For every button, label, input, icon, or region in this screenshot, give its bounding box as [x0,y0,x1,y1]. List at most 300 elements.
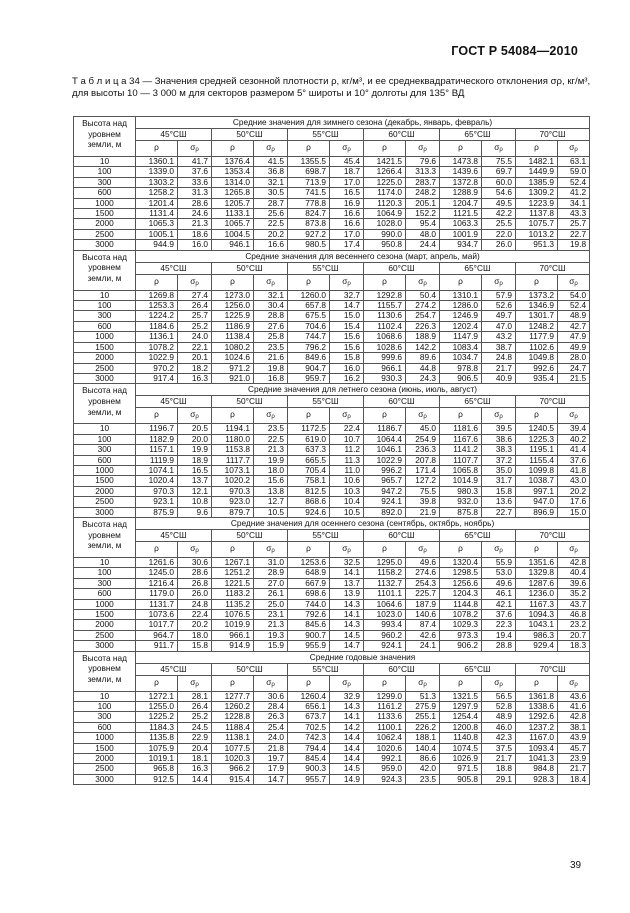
sigma-symbol [330,141,364,157]
table-row [74,157,590,167]
sigma-cell: 38.7 [482,342,516,352]
latitude-header: 50°СШ [212,262,288,274]
sigma-cell: 21.3 [178,219,212,229]
sigma-cell: 11.0 [330,465,364,475]
height-cell: 1500 [74,209,136,219]
table-row [74,507,590,517]
rho-cell: 1133.1 [212,209,254,219]
sigma-letter: σ [266,676,272,687]
height-cell: 600 [74,321,136,331]
table-row [74,301,590,311]
density-table [73,116,590,785]
sigma-cell: 187.9 [406,599,440,609]
rho-symbol: ρ [212,675,254,691]
table-row [74,722,590,732]
sigma-cell: 28.8 [482,641,516,651]
rho-cell: 1064.4 [364,434,406,444]
rho-cell: 812.5 [288,486,330,496]
sigma-cell: 55.9 [482,557,516,567]
sigma-symbol [254,541,288,557]
table-row [74,455,590,465]
sigma-letter: σ [418,409,424,420]
sigma-cell: 42.7 [558,321,590,331]
sigma-cell: 45.4 [330,157,364,167]
sigma-cell: 47.0 [482,321,516,331]
rho-cell: 1225.3 [516,434,558,444]
rho-cell: 1201.4 [136,198,178,208]
sigma-cell: 17.6 [558,497,590,507]
sigma-letter: σ [494,409,500,420]
sigma-cell: 35.2 [558,589,590,599]
sigma-cell: 19.9 [254,455,288,465]
rho-cell: 978.8 [440,363,482,373]
rho-cell: 1004.5 [212,229,254,239]
rho-cell: 1256.6 [440,578,482,588]
latitude-header: 50°СШ [212,129,288,141]
rho-cell: 1225.0 [364,177,406,187]
sigma-subscript: ρ [499,681,503,688]
latitude-header: 45°СШ [136,529,212,541]
rho-cell: 1223.9 [516,198,558,208]
sigma-cell: 236.3 [406,445,440,455]
rho-cell: 1251.2 [212,568,254,578]
rho-symbol: ρ [440,274,482,290]
sigma-subscript: ρ [574,681,578,688]
sigma-cell: 18.2 [178,363,212,373]
sigma-cell: 27.4 [178,290,212,300]
table-row [74,219,590,229]
rho-symbol: ρ [212,141,254,157]
sigma-cell: 20.4 [178,743,212,753]
sigma-cell: 26.4 [178,301,212,311]
rho-cell: 935.4 [516,373,558,383]
rho-cell: 1236.0 [516,589,558,599]
rho-cell: 1020.4 [136,476,178,486]
table-row [74,342,590,352]
rho-cell: 1062.4 [364,733,406,743]
sigma-cell: 14.4 [330,733,364,743]
sigma-cell: 22.0 [482,229,516,239]
rho-cell: 1065.7 [212,219,254,229]
sigma-cell: 38.6 [482,434,516,444]
rho-cell: 1138.4 [212,332,254,342]
sigma-symbol [558,408,590,424]
rho-cell: 1269.8 [136,290,178,300]
sigma-subscript: ρ [499,280,503,287]
rho-cell: 928.3 [516,774,558,784]
rho-cell: 792.6 [288,610,330,620]
season-header-row [74,651,590,663]
sigma-letter: σ [494,676,500,687]
height-cell: 1500 [74,476,136,486]
sigma-cell: 23.5 [254,424,288,434]
sigma-cell: 20.2 [558,486,590,496]
height-cell: 300 [74,177,136,187]
sigma-cell: 9.6 [178,507,212,517]
height-cell: 10 [74,157,136,167]
sigma-letter: σ [342,676,348,687]
rho-cell: 1186.9 [212,321,254,331]
sigma-subscript: ρ [347,681,351,688]
sigma-symbol [482,274,516,290]
rho-cell: 667.9 [288,578,330,588]
height-cell: 2500 [74,630,136,640]
rho-symbol: ρ [440,141,482,157]
sigma-cell: 12.7 [254,497,288,507]
sigma-symbol [406,141,440,157]
sigma-cell: 11.3 [330,455,364,465]
sigma-cell: 23.2 [558,620,590,630]
sigma-subscript: ρ [195,681,199,688]
sigma-cell: 38.3 [482,445,516,455]
sigma-symbol [330,274,364,290]
sigma-cell: 28.1 [178,691,212,701]
rho-cell: 1180.0 [212,434,254,444]
sigma-cell: 10.5 [254,507,288,517]
season-title: Средние значения для осеннего сезона (сентябрь, октябрь, ноябрь) [136,517,590,529]
sigma-symbol [178,675,212,691]
rho-cell: 1299.0 [364,691,406,701]
rho-cell: 1172.5 [288,424,330,434]
rho-cell: 704.6 [288,321,330,331]
sigma-cell: 12.1 [178,486,212,496]
rho-cell: 675.5 [288,311,330,321]
sigma-cell: 207.8 [406,455,440,465]
latitude-header: 50°СШ [212,529,288,541]
sigma-cell: 19.7 [254,754,288,764]
table-row [74,373,590,383]
rho-cell: 1273.0 [212,290,254,300]
sigma-cell: 49.9 [558,342,590,352]
rho-cell: 970.3 [212,486,254,496]
sigma-letter: σ [494,275,500,286]
rho-cell: 964.7 [136,630,178,640]
sigma-cell: 25.7 [178,311,212,321]
sigma-cell: 205.1 [406,198,440,208]
sigma-subscript: ρ [574,147,578,153]
sigma-cell: 18.0 [254,465,288,475]
rho-cell: 923.0 [212,497,254,507]
rho-cell: 1288.9 [440,188,482,198]
rho-cell: 1248.2 [516,321,558,331]
sigma-cell: 52.4 [558,177,590,187]
sigma-cell: 20.5 [178,424,212,434]
latitude-header: 50°СШ [212,663,288,675]
table-row [74,764,590,774]
height-cell: 10 [74,290,136,300]
rho-symbol: ρ [516,408,558,424]
height-cell: 1000 [74,465,136,475]
sigma-cell: 48.9 [558,311,590,321]
sigma-cell: 39.4 [558,424,590,434]
rho-cell: 1068.6 [364,332,406,342]
rho-cell: 1181.6 [440,424,482,434]
rho-cell: 896.9 [516,507,558,517]
sigma-cell: 21.7 [482,754,516,764]
sigma-subscript: ρ [423,280,427,287]
sigma-cell: 18.6 [178,229,212,239]
rho-symbol: ρ [440,408,482,424]
sigma-cell: 22.4 [178,610,212,620]
rho-cell: 1135.2 [212,599,254,609]
rho-cell: 959.7 [288,373,330,383]
rho-cell: 1184.3 [136,722,178,732]
sigma-cell: 50.4 [406,290,440,300]
latitude-header: 55°СШ [288,396,364,408]
sigma-cell: 15.6 [330,332,364,342]
sigma-cell: 40.9 [482,373,516,383]
table-row [74,353,590,363]
rho-cell: 1287.6 [516,578,558,588]
sigma-symbol [558,141,590,157]
rho-cell: 934.7 [440,240,482,250]
rho-cell: 1216.4 [136,578,178,588]
sigma-cell: 32.7 [330,290,364,300]
rho-cell: 1130.6 [364,311,406,321]
rho-cell: 1260.4 [288,691,330,701]
rho-cell: 1202.4 [440,321,482,331]
sigma-cell: 22.5 [254,219,288,229]
sigma-subscript: ρ [195,547,199,554]
table-row [74,641,590,651]
table-row [74,691,590,701]
sigma-cell: 10.6 [330,476,364,486]
sigma-cell: 13.6 [482,497,516,507]
rho-cell: 1376.4 [212,157,254,167]
sigma-symbol [254,408,288,424]
rho-cell: 1022.9 [364,455,406,465]
sigma-cell: 30.5 [254,188,288,198]
height-cell: 2500 [74,497,136,507]
rho-cell: 965.7 [364,476,406,486]
sigma-cell: 16.3 [178,764,212,774]
rho-cell: 665.5 [288,455,330,465]
sigma-cell: 30.6 [254,691,288,701]
sigma-symbol [254,141,288,157]
rho-cell: 1204.7 [440,198,482,208]
table-row [74,589,590,599]
sigma-cell: 21.5 [558,373,590,383]
height-column-header: Высота над уровнем земли, м [74,117,136,157]
rho-symbol: ρ [516,141,558,157]
rho-cell: 996.2 [364,465,406,475]
rho-cell: 1064.6 [364,599,406,609]
sigma-cell: 19.4 [482,630,516,640]
sigma-cell: 86.6 [406,754,440,764]
rho-cell: 741.5 [288,188,330,198]
rho-cell: 1167.0 [516,733,558,743]
rho-cell: 1093.4 [516,743,558,753]
rho-cell: 1073.6 [136,610,178,620]
rho-cell: 1286.0 [440,301,482,311]
rho-cell: 984.8 [516,764,558,774]
rho-cell: 1147.9 [440,332,482,342]
rho-cell: 698.7 [288,167,330,177]
sigma-cell: 10.4 [330,497,364,507]
sigma-cell: 49.6 [482,578,516,588]
sigma-cell: 75.5 [482,157,516,167]
sigma-cell: 142.2 [406,342,440,352]
rho-cell: 1256.0 [212,301,254,311]
symbol-header-row [74,141,590,157]
sigma-cell: 23.5 [406,774,440,784]
rho-cell: 1372.8 [440,177,482,187]
sigma-symbol [482,541,516,557]
height-cell: 600 [74,188,136,198]
latitude-header: 45°СШ [136,262,212,274]
rho-cell: 1261.6 [136,557,178,567]
rho-cell: 758.1 [288,476,330,486]
sigma-cell: 15.0 [330,311,364,321]
table-row [74,321,590,331]
sigma-cell: 34.1 [558,198,590,208]
height-cell: 2000 [74,620,136,630]
height-cell: 3000 [74,774,136,784]
sigma-cell: 140.4 [406,743,440,753]
sigma-cell: 15.8 [482,486,516,496]
sigma-cell: 41.8 [558,465,590,475]
height-column-header: Высота над уровнем земли, м [74,384,136,424]
latitude-header: 65°СШ [440,129,516,141]
rho-cell: 1107.7 [440,455,482,465]
rho-cell: 1024.6 [212,353,254,363]
rho-cell: 744.0 [288,599,330,609]
sigma-cell: 25.2 [178,712,212,722]
sigma-cell: 41.7 [178,157,212,167]
sigma-cell: 24.3 [406,373,440,383]
sigma-subscript: ρ [271,414,275,421]
rho-symbol: ρ [288,274,330,290]
rho-cell: 1013.2 [516,229,558,239]
rho-cell: 944.9 [136,240,178,250]
rho-cell: 713.9 [288,177,330,187]
rho-cell: 950.8 [364,240,406,250]
latitude-header-row [74,129,590,141]
sigma-cell: 275.9 [406,702,440,712]
sigma-symbol [406,541,440,557]
rho-cell: 1310.1 [440,290,482,300]
sigma-letter: σ [494,142,500,152]
sigma-subscript: ρ [347,547,351,554]
rho-cell: 1100.1 [364,722,406,732]
rho-cell: 1137.8 [516,209,558,219]
height-cell: 1500 [74,342,136,352]
rho-cell: 1023.0 [364,610,406,620]
sigma-cell: 26.0 [178,589,212,599]
rho-cell: 1017.7 [136,620,178,630]
sigma-cell: 43.7 [558,599,590,609]
rho-cell: 1141.2 [440,445,482,455]
rho-cell: 929.4 [516,641,558,651]
sigma-cell: 32.5 [330,557,364,567]
sigma-cell: 21.3 [254,445,288,455]
sigma-subscript: ρ [271,147,275,153]
height-cell: 300 [74,712,136,722]
sigma-cell: 49.6 [406,557,440,567]
latitude-header: 60°СШ [364,663,440,675]
sigma-cell: 60.0 [482,177,516,187]
rho-cell: 1266.4 [364,167,406,177]
sigma-cell: 15.8 [330,353,364,363]
rho-cell: 1260.0 [288,290,330,300]
sigma-cell: 42.3 [482,733,516,743]
sigma-cell: 37.6 [482,610,516,620]
rho-cell: 1321.5 [440,691,482,701]
table-row [74,363,590,373]
document-header: ГОСТ Р 54084—2010 [451,44,578,58]
sigma-symbol [482,675,516,691]
sigma-cell: 28.0 [558,353,590,363]
latitude-header: 70°СШ [516,663,590,675]
latitude-header: 60°СШ [364,529,440,541]
sigma-cell: 43.3 [558,209,590,219]
rho-cell: 1014.9 [440,476,482,486]
caption-label: Т а б л и ц а 34 [72,76,140,87]
sigma-subscript: ρ [499,147,503,153]
table-row [74,198,590,208]
rho-cell: 1020.3 [212,754,254,764]
sigma-cell: 21.3 [254,620,288,630]
sigma-cell: 30.6 [178,557,212,567]
sigma-cell: 29.1 [482,774,516,784]
symbol-header-row [74,675,590,691]
table-row [74,424,590,434]
rho-cell: 906.5 [440,373,482,383]
rho-cell: 924.3 [364,774,406,784]
rho-cell: 1167.6 [440,434,482,444]
rho-cell: 673.7 [288,712,330,722]
sigma-symbol [178,141,212,157]
rho-cell: 1102.4 [364,321,406,331]
sigma-cell: 16.5 [330,188,364,198]
sigma-letter: σ [190,142,196,152]
rho-cell: 904.7 [288,363,330,373]
rho-cell: 992.6 [516,363,558,373]
rho-cell: 742.3 [288,733,330,743]
rho-cell: 1303.2 [136,177,178,187]
table-row [74,290,590,300]
sigma-letter: σ [190,275,196,286]
rho-cell: 1144.8 [440,599,482,609]
rho-cell: 1161.2 [364,702,406,712]
rho-cell: 1001.9 [440,229,482,239]
rho-cell: 1132.7 [364,578,406,588]
sigma-symbol [558,675,590,691]
rho-cell: 980.5 [288,240,330,250]
sigma-cell: 11.2 [330,445,364,455]
rho-cell: 875.8 [440,507,482,517]
sigma-cell: 19.8 [558,240,590,250]
rho-cell: 845.6 [288,620,330,630]
table-body [74,117,590,785]
sigma-cell: 21.7 [482,363,516,373]
sigma-symbol [330,408,364,424]
sigma-subscript: ρ [423,414,427,421]
sigma-cell: 27.0 [254,578,288,588]
sigma-cell: 225.7 [406,589,440,599]
rho-cell: 824.7 [288,209,330,219]
rho-cell: 1267.1 [212,557,254,567]
sigma-cell: 43.2 [482,332,516,342]
rho-symbol: ρ [516,675,558,691]
latitude-header: 45°СШ [136,129,212,141]
latitude-header: 55°СШ [288,129,364,141]
sigma-cell: 22.5 [254,434,288,444]
rho-cell: 1049.8 [516,353,558,363]
latitude-header: 65°СШ [440,396,516,408]
rho-cell: 1482.1 [516,157,558,167]
sigma-cell: 16.6 [330,209,364,219]
